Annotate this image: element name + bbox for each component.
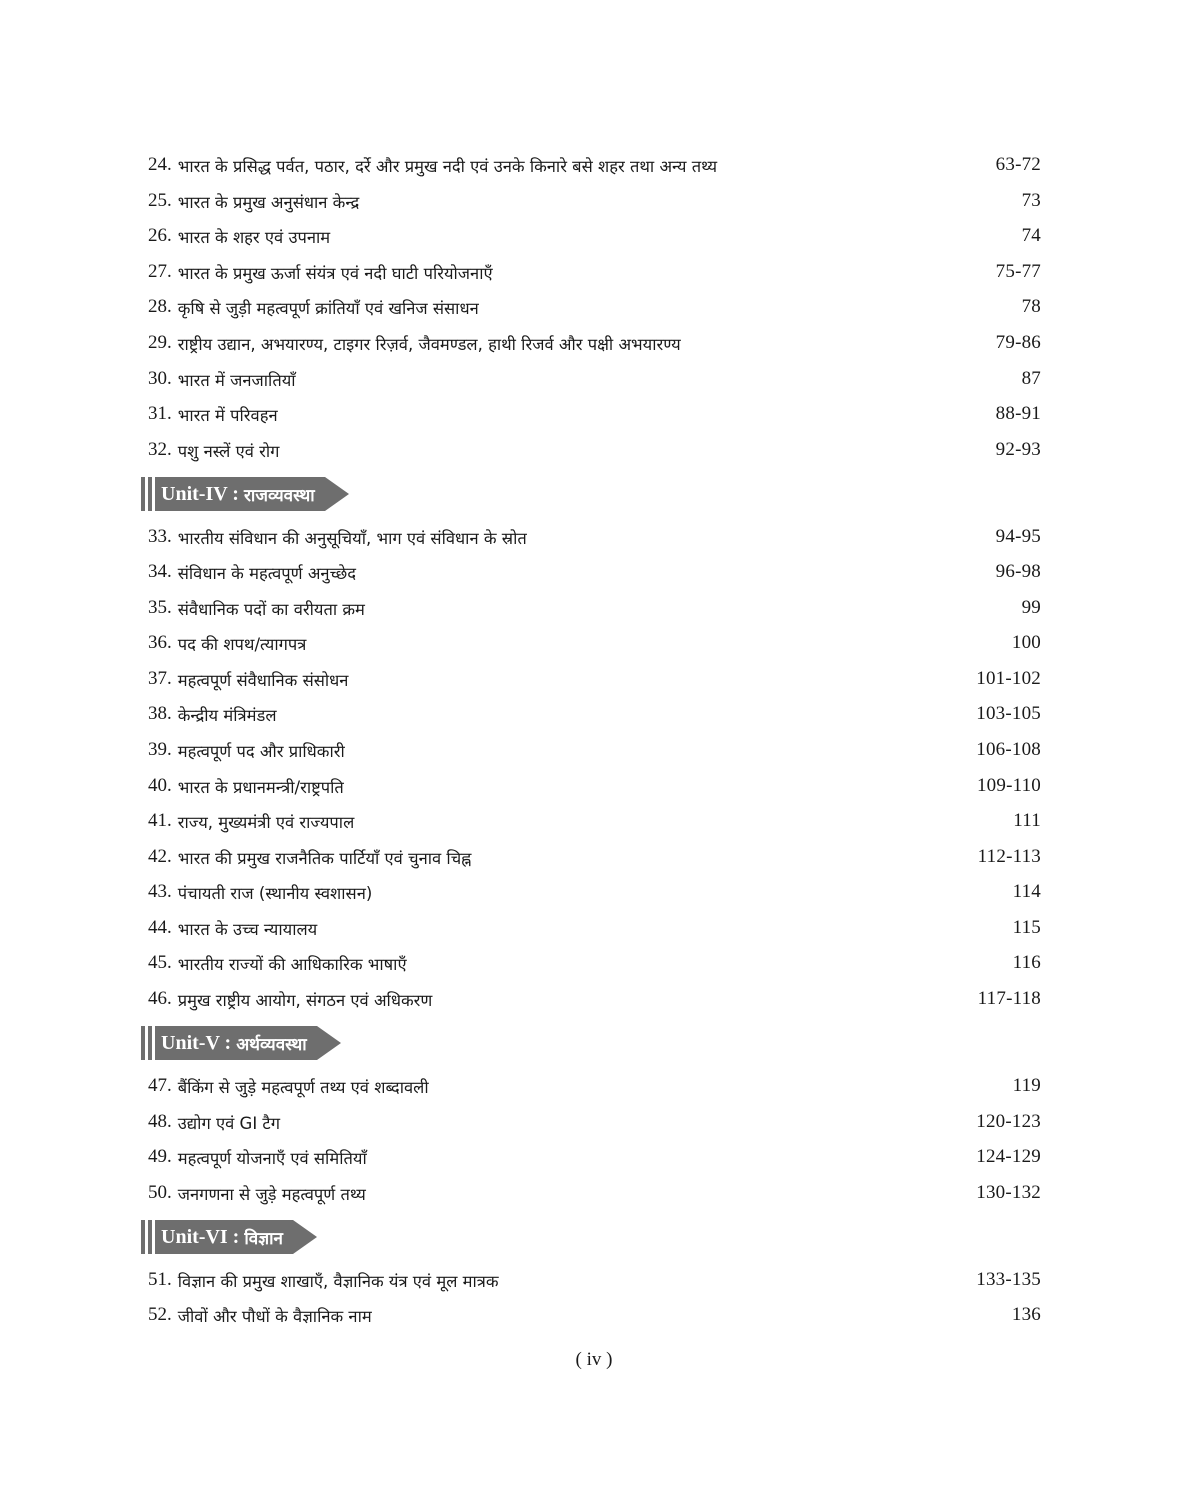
entry-title: भारत के शहर एवं उपनाम <box>177 227 331 247</box>
entry-number: 30. <box>148 368 172 389</box>
toc-entry <box>148 364 1041 394</box>
entry-number: 26. <box>148 225 172 246</box>
entry-pages: 115 <box>1012 917 1041 938</box>
unit-banner-iv <box>141 477 349 511</box>
toc-entry <box>148 699 1041 729</box>
toc-entry <box>148 1300 1041 1330</box>
entry-number: 44. <box>148 917 172 938</box>
unit-code: Unit-VI : <box>161 1225 240 1248</box>
banner-stripe <box>141 1220 145 1254</box>
entry-pages: 79-86 <box>995 332 1041 353</box>
entry-title: जीवों और पौधों के वैज्ञानिक नाम <box>177 1306 372 1326</box>
entry-pages: 87 <box>1021 368 1041 389</box>
entry-title: भारत के प्रसिद्ध पर्वत, पठार, दर्रे और प्रमुख नदी एवं उनके किनारे बसे शहर तथा अन्य तथ्य <box>177 156 718 176</box>
entry-pages: 120-123 <box>976 1111 1041 1132</box>
banner-stripe <box>148 1026 152 1060</box>
entry-pages: 106-108 <box>976 739 1041 760</box>
entry-title: महत्वपूर्ण पद और प्राधिकारी <box>177 741 345 761</box>
entry-number: 45. <box>148 952 172 973</box>
entry-title: भारत में जनजातियाँ <box>177 370 296 390</box>
entry-number: 28. <box>148 296 172 317</box>
entry-pages: 101-102 <box>976 668 1041 689</box>
banner-stripe <box>148 1220 152 1254</box>
toc-entry <box>148 913 1041 943</box>
entry-pages: 124-129 <box>976 1146 1041 1167</box>
entry-title: केन्द्रीय मंत्रिमंडल <box>177 705 277 725</box>
page-number: ( iv ) <box>575 1349 613 1370</box>
unit-label <box>155 1026 317 1060</box>
entry-title: भारत की प्रमुख राजनैतिक पार्टियाँ एवं चुनाव चिह्न <box>177 848 472 868</box>
entry-title: संवैधानिक पदों का वरीयता क्रम <box>177 599 365 619</box>
toc-entry <box>148 1265 1041 1295</box>
entry-number: 52. <box>148 1304 172 1325</box>
banner-arrow <box>325 477 349 511</box>
toc-entry <box>148 1142 1041 1172</box>
toc-entry <box>148 292 1041 322</box>
entry-pages: 119 <box>1012 1075 1041 1096</box>
entry-title: भारत में परिवहन <box>177 405 278 425</box>
entry-pages: 88-91 <box>995 403 1041 424</box>
entry-pages: 116 <box>1012 952 1041 973</box>
unit-banner-v <box>141 1026 341 1060</box>
entry-pages: 78 <box>1021 296 1041 317</box>
toc-entry <box>148 628 1041 658</box>
unit-label <box>155 1220 293 1254</box>
entry-number: 51. <box>148 1269 172 1290</box>
entry-number: 50. <box>148 1182 172 1203</box>
entry-title: भारत के प्रमुख अनुसंधान केन्द्र <box>177 192 360 212</box>
entry-number: 27. <box>148 261 172 282</box>
entry-number: 29. <box>148 332 172 353</box>
toc-entry <box>148 1071 1041 1101</box>
unit-name: राजव्यवस्था <box>243 485 315 506</box>
toc-entry <box>148 877 1041 907</box>
entry-number: 49. <box>148 1146 172 1167</box>
entry-pages: 63-72 <box>995 154 1041 175</box>
entry-number: 31. <box>148 403 172 424</box>
entry-number: 34. <box>148 561 172 582</box>
entry-title: महत्वपूर्ण योजनाएँ एवं समितियाँ <box>177 1148 367 1168</box>
entry-title: भारतीय संविधान की अनुसूचियाँ, भाग एवं संविधान के स्रोत <box>177 528 527 548</box>
unit-name: अर्थव्यवस्था <box>236 1034 307 1055</box>
entry-pages: 74 <box>1021 225 1041 246</box>
toc-entry <box>148 771 1041 801</box>
entry-title: कृषि से जुड़ी महत्वपूर्ण क्रांतियाँ एवं खनिज संसाधन <box>177 298 479 318</box>
entry-pages: 130-132 <box>976 1182 1041 1203</box>
entry-title: राष्ट्रीय उद्यान, अभयारण्य, टाइगर रिज़र्व, जैवमण्डल, हाथी रिजर्व और पक्षी अभयारण्य <box>177 334 681 354</box>
entry-title: प्रमुख राष्ट्रीय आयोग, संगठन एवं अधिकरण <box>177 990 433 1010</box>
entry-title: बैंकिंग से जुड़े महत्वपूर्ण तथ्य एवं शब्दावली <box>177 1077 429 1097</box>
entry-number: 33. <box>148 526 172 547</box>
entry-title: भारत के प्रधानमन्त्री/राष्ट्रपति <box>177 777 344 797</box>
unit-code: Unit-V : <box>161 1031 232 1054</box>
toc-entry <box>148 186 1041 216</box>
entry-number: 36. <box>148 632 172 653</box>
entry-number: 39. <box>148 739 172 760</box>
entry-pages: 133-135 <box>976 1269 1041 1290</box>
toc-entry <box>148 842 1041 872</box>
entry-title: पद की शपथ/त्यागपत्र <box>177 634 307 654</box>
toc-entry <box>148 328 1041 358</box>
toc-entry <box>148 257 1041 287</box>
entry-number: 25. <box>148 190 172 211</box>
toc-entry <box>148 435 1041 465</box>
entry-pages: 92-93 <box>995 439 1041 460</box>
toc-entry <box>148 948 1041 978</box>
entry-title: महत्वपूर्ण संवैधानिक संसोधन <box>177 670 349 690</box>
entry-pages: 96-98 <box>995 561 1041 582</box>
entry-pages: 117-118 <box>977 988 1041 1009</box>
unit-banner-vi <box>141 1220 317 1254</box>
entry-pages: 75-77 <box>995 261 1041 282</box>
entry-title: विज्ञान की प्रमुख शाखाएँ, वैज्ञानिक यंत्र एवं मूल मात्रक <box>177 1271 499 1291</box>
entry-pages: 94-95 <box>995 526 1041 547</box>
entry-pages: 100 <box>1011 632 1041 653</box>
entry-title: पशु नस्लें एवं रोग <box>177 441 280 461</box>
banner-stripe <box>148 477 152 511</box>
banner-stripe <box>141 477 145 511</box>
entry-number: 41. <box>148 810 172 831</box>
entry-pages: 114 <box>1012 881 1041 902</box>
entry-number: 42. <box>148 846 172 867</box>
toc-entry <box>148 1178 1041 1208</box>
entry-number: 35. <box>148 597 172 618</box>
toc-entry <box>148 1107 1041 1137</box>
banner-stripe <box>141 1026 145 1060</box>
entry-pages: 99 <box>1021 597 1041 618</box>
entry-pages: 112-113 <box>977 846 1041 867</box>
entry-number: 37. <box>148 668 172 689</box>
toc-entry <box>148 664 1041 694</box>
toc-entry <box>148 806 1041 836</box>
toc-entry <box>148 984 1041 1014</box>
entry-number: 32. <box>148 439 172 460</box>
entry-number: 48. <box>148 1111 172 1132</box>
entry-pages: 103-105 <box>976 703 1041 724</box>
banner-arrow <box>293 1220 317 1254</box>
toc-entry <box>148 593 1041 623</box>
entry-pages: 73 <box>1021 190 1041 211</box>
entry-pages: 111 <box>1013 810 1041 831</box>
entry-pages: 136 <box>1011 1304 1041 1325</box>
entry-title: उद्योग एवं GI टैग <box>177 1113 281 1133</box>
entry-title: राज्य, मुख्यमंत्री एवं राज्यपाल <box>177 812 355 832</box>
entry-title: पंचायती राज (स्थानीय स्वशासन) <box>177 883 373 903</box>
entry-number: 43. <box>148 881 172 902</box>
unit-name: विज्ञान <box>244 1228 283 1249</box>
unit-code: Unit-IV : <box>161 482 239 505</box>
entry-number: 24. <box>148 154 172 175</box>
entry-number: 46. <box>148 988 172 1009</box>
entry-number: 38. <box>148 703 172 724</box>
banner-arrow <box>317 1026 341 1060</box>
toc-entry <box>148 735 1041 765</box>
entry-title: भारत के उच्च न्यायालय <box>177 919 318 939</box>
entry-title: जनगणना से जुड़े महत्वपूर्ण तथ्य <box>177 1184 366 1204</box>
toc-entry <box>148 557 1041 587</box>
toc-entry <box>148 399 1041 429</box>
unit-label <box>155 477 325 511</box>
entry-title: संविधान के महत्वपूर्ण अनुच्छेद <box>177 563 356 583</box>
entry-number: 47. <box>148 1075 172 1096</box>
entry-title: भारत के प्रमुख ऊर्जा संयंत्र एवं नदी घाटी परियोजनाएँ <box>177 263 493 283</box>
toc-entry <box>148 522 1041 552</box>
entry-pages: 109-110 <box>976 775 1041 796</box>
toc-entry <box>148 221 1041 251</box>
toc-entry <box>148 150 1041 180</box>
entry-number: 40. <box>148 775 172 796</box>
entry-title: भारतीय राज्यों की आधिकारिक भाषाएँ <box>177 954 407 974</box>
